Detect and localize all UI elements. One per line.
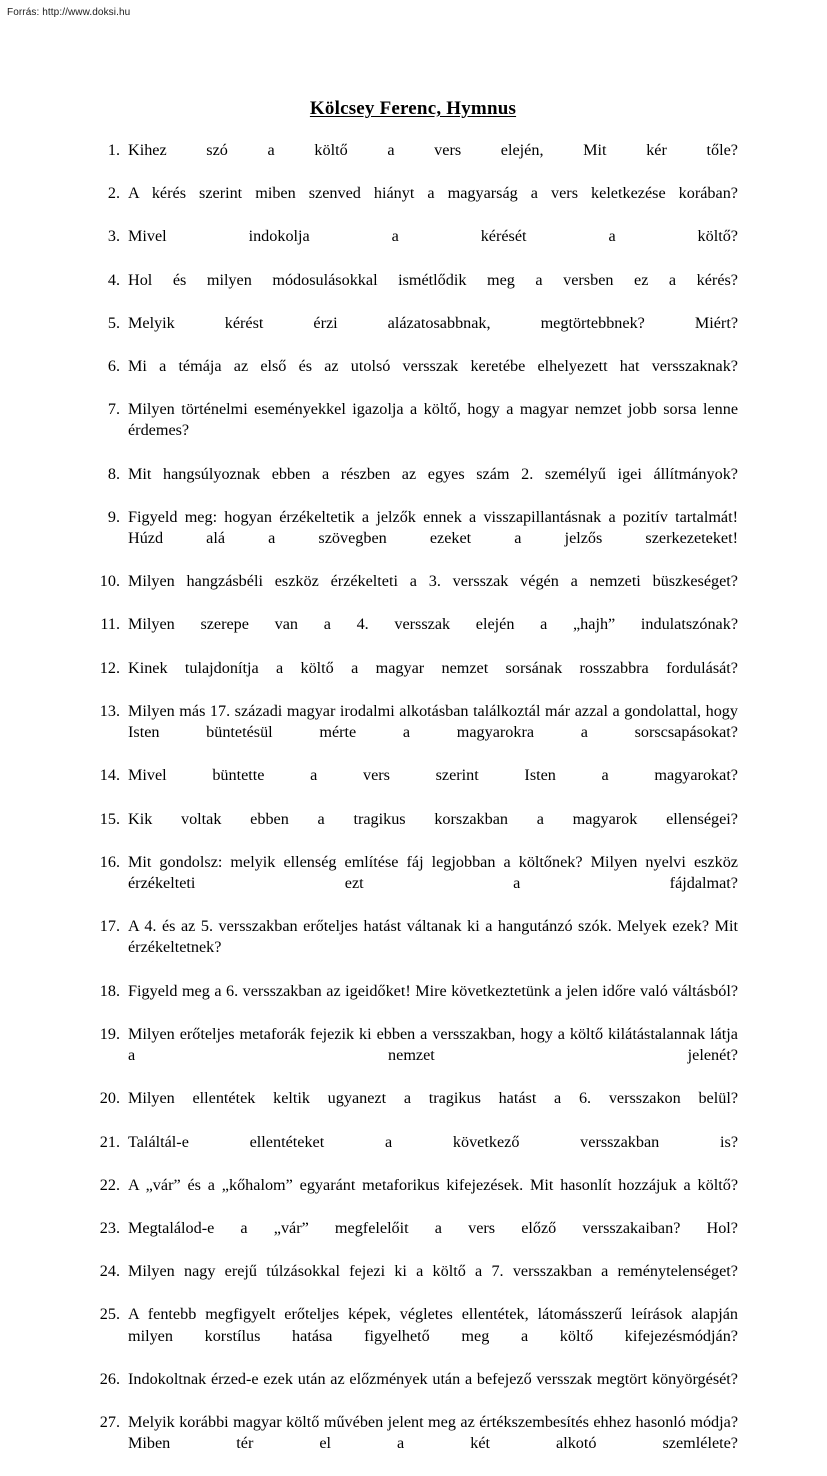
question-text: Milyen más 17. századi magyar irodalmi alkotásban találkoztál már azzal a gondolattal, hogy Isten büntetésül mérte a magyarokra a sorscsapásokat? xyxy=(128,701,738,742)
question-text: Indokoltnak érzed-e ezek után az előzmények után a befejező versszak megtört könyörgését? xyxy=(128,1369,738,1388)
question-text: A kérés szerint miben szenved hiányt a magyarság a vers keletkezése korában? xyxy=(128,184,738,203)
question-item xyxy=(88,1369,738,1412)
question-item xyxy=(88,183,738,226)
question-item xyxy=(88,313,738,356)
question-item xyxy=(88,464,738,507)
question-text: Mi a témája az első és az utolsó versszak keretébe elhelyezett hat versszaknak? xyxy=(128,356,738,375)
question-number: 13. xyxy=(99,701,120,720)
question-text: Figyeld meg a 6. versszakban az igeidőket! Mire következtetünk a jelen időre való váltásból? xyxy=(128,981,738,1000)
question-item xyxy=(88,1132,738,1175)
question-text: Milyen hangzásbéli eszköz érzékelteti a 3. versszak végén a nemzeti büszkeséget? xyxy=(128,572,738,591)
question-item xyxy=(88,226,738,269)
question-number: 12. xyxy=(99,658,120,677)
question-item xyxy=(88,140,738,183)
question-text: Milyen nagy erejű túlzásokkal fejezi ki a költő a 7. versszakban a reménytelenséget? xyxy=(128,1262,738,1281)
question-number: 22. xyxy=(99,1175,120,1194)
page-title xyxy=(88,96,738,122)
question-item xyxy=(88,356,738,399)
question-list xyxy=(88,140,738,1476)
question-item xyxy=(88,701,738,765)
question-number: 3. xyxy=(107,227,120,246)
question-text: Melyik kérést érzi alázatosabbnak, megtörtebbnek? Miért? xyxy=(128,313,738,332)
question-text: Megtalálod-e a „vár” megfelelőit a vers előző versszakaiban? Hol? xyxy=(128,1218,738,1237)
page-title-text: Kölcsey Ferenc, Hymnus xyxy=(309,98,517,119)
question-number: 19. xyxy=(99,1024,120,1043)
question-number: 4. xyxy=(107,270,120,289)
question-item xyxy=(88,399,738,463)
question-item xyxy=(88,852,738,916)
question-number: 17. xyxy=(99,917,120,936)
question-text: Kinek tulajdonítja a költő a magyar nemzet sorsának rosszabbra fordulását? xyxy=(128,658,738,677)
question-text: Találtál-e ellentéteket a következő versszakban is? xyxy=(128,1132,738,1151)
question-item xyxy=(88,1412,738,1476)
question-number: 27. xyxy=(99,1412,120,1431)
question-item xyxy=(88,658,738,701)
question-item xyxy=(88,270,738,313)
question-text: Milyen ellentétek keltik ugyanezt a tragikus hatást a 6. versszakon belül? xyxy=(128,1089,738,1108)
question-text: A „vár” és a „kőhalom” egyaránt metaforikus kifejezések. Mit hasonlít hozzájuk a költő? xyxy=(128,1175,738,1194)
question-text: Kik voltak ebben a tragikus korszakban a magyarok ellenségei? xyxy=(128,809,738,828)
question-number: 23. xyxy=(99,1218,120,1237)
question-text: A fentebb megfigyelt erőteljes képek, végletes ellentétek, látomásszerű leírások alapján milyen korstílus hatása figyelhető meg a költő kifejezésmódján? xyxy=(128,1305,738,1345)
question-number: 2. xyxy=(107,184,120,203)
question-number: 1. xyxy=(107,141,120,159)
question-number: 20. xyxy=(99,1089,120,1108)
question-number: 24. xyxy=(99,1262,120,1281)
question-item xyxy=(88,981,738,1024)
question-item xyxy=(88,1218,738,1261)
question-item xyxy=(88,916,738,980)
question-number: 6. xyxy=(107,356,120,375)
question-item xyxy=(88,1175,738,1218)
question-item xyxy=(88,1024,738,1088)
question-text: Melyik korábbi magyar költő művében jelent meg az értékszembesítés ehhez hasonló módja? Miben tér el a két alkotó szemlélete? xyxy=(128,1412,738,1453)
question-text: Milyen erőteljes metaforák fejezik ki ebben a versszakban, hogy a költő kilátástalannak látja a nemzet jelenét? xyxy=(128,1024,738,1065)
question-item xyxy=(88,1304,738,1368)
question-item xyxy=(88,571,738,614)
question-number: 14. xyxy=(99,766,120,785)
question-item xyxy=(88,1261,738,1304)
question-number: 16. xyxy=(99,852,120,871)
question-number: 25. xyxy=(99,1305,120,1324)
document-body xyxy=(88,96,738,1476)
question-number: 10. xyxy=(99,572,120,591)
question-text: Mivel büntette a vers szerint Isten a magyarokat? xyxy=(128,766,738,785)
question-number: 15. xyxy=(99,809,120,828)
question-number: 11. xyxy=(100,615,120,634)
question-item xyxy=(88,614,738,657)
question-number: 8. xyxy=(107,464,120,483)
question-number: 26. xyxy=(99,1369,120,1388)
source-url-header: Forrás: http://www.doksi.hu xyxy=(7,7,131,18)
question-text: Mit hangsúlyoznak ebben a részben az egyes szám 2. személyű igei állítmányok? xyxy=(128,464,738,483)
question-number: 5. xyxy=(107,313,120,332)
question-text: Kihez szó a költő a vers elején, Mit kér tőle? xyxy=(128,141,738,159)
question-number: 21. xyxy=(99,1132,120,1151)
question-text: Milyen történelmi eseményekkel igazolja a költő, hogy a magyar nemzet jobb sorsa lenne érdemes? xyxy=(128,400,738,440)
question-text: A 4. és az 5. versszakban erőteljes hatást váltanak ki a hangutánzó szók. Melyek ezek? Mit érzékeltetnek? xyxy=(128,917,738,957)
question-text: Mit gondolsz: melyik ellenség említése fáj legjobban a költőnek? Milyen nyelvi eszköz érzékelteti ezt a fájdalmat? xyxy=(128,852,738,892)
question-text: Milyen szerepe van a 4. versszak elején a „hajh” indulatszónak? xyxy=(128,615,738,634)
question-text: Figyeld meg: hogyan érzékeltetik a jelzők ennek a visszapillantásnak a pozitív tartalmát! Húzd alá a szövegben ezeket a jelzős szerkezeteket! xyxy=(128,507,738,548)
question-number: 18. xyxy=(99,981,120,1000)
question-item xyxy=(88,765,738,808)
question-item xyxy=(88,507,738,571)
question-text: Hol és milyen módosulásokkal ismétlődik meg a versben ez a kérés? xyxy=(128,270,738,289)
question-item xyxy=(88,809,738,852)
question-number: 9. xyxy=(107,507,120,526)
question-number: 7. xyxy=(107,400,120,419)
question-text: Mivel indokolja a kérését a költő? xyxy=(128,227,738,246)
question-item xyxy=(88,1088,738,1131)
